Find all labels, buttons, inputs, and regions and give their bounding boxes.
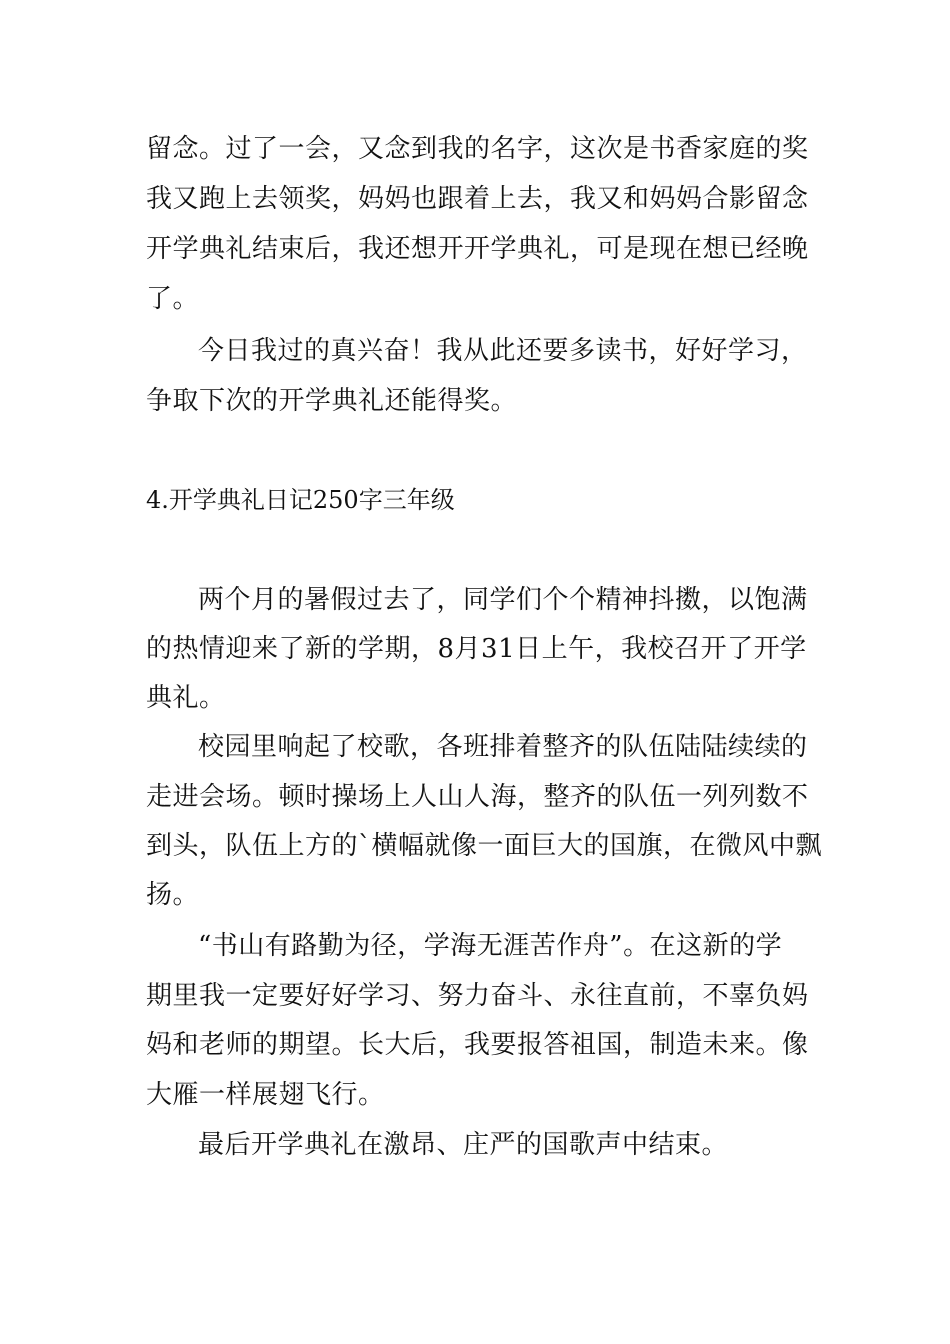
text-line: 扬。 [146, 880, 200, 910]
text-line: 两个月的暑假过去了，同学们个个精神抖擞，以饱满 [198, 585, 808, 615]
text-line: 校园里响起了校歌，各班排着整齐的队伍陆陆续续的 [198, 732, 808, 762]
text-line: 留念。过了一会，又念到我的名字，这次是书香家庭的奖 [146, 134, 809, 164]
text-line: 的热情迎来了新的学期，8月31日上午，我校召开了开学 [146, 634, 807, 664]
text-line: “书山有路勤为径，学海无涯苦作舟”。在这新的学 [198, 931, 783, 961]
text-line: 到头，队伍上方的`横幅就像一面巨大的国旗，在微风中飘 [146, 831, 823, 861]
text-line: 最后开学典礼在激昂、庄严的国歌声中结束。 [198, 1130, 729, 1160]
text-line: 妈和老师的期望。长大后，我要报答祖国，制造未来。像 [146, 1030, 809, 1060]
text-line: 期里我一定要好好学习、努力奋斗、永往直前，不辜负妈 [146, 981, 809, 1011]
text-line: 走进会场。顿时操场上人山人海，整齐的队伍一列列数不 [146, 782, 809, 812]
text-line: 今日我过的真兴奋！我从此还要多读书，好好学习， [198, 336, 808, 366]
text-line: 了。 [146, 284, 200, 314]
text-line: 开学典礼结束后，我还想开开学典礼，可是现在想已经晚 [146, 234, 809, 264]
text-line: 典礼。 [146, 683, 226, 713]
text-line: 争取下次的开学典礼还能得奖。 [146, 386, 518, 416]
section-title: 4.开学典礼日记250字三年级 [146, 486, 455, 514]
text-line: 大雁一样展翅飞行。 [146, 1080, 385, 1110]
text-line: 我又跑上去领奖，妈妈也跟着上去，我又和妈妈合影留念 [146, 184, 809, 214]
